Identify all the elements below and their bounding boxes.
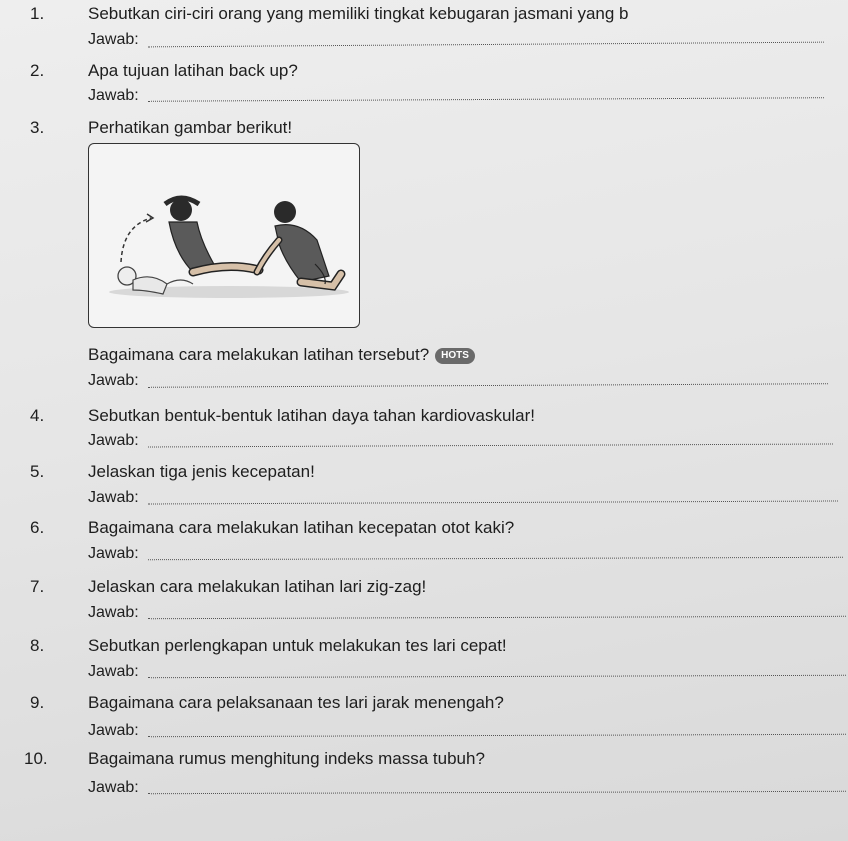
question-number: 1.: [30, 4, 45, 23]
question-text: Sebutkan perlengkapan untuk melakukan tes lari cepat!: [88, 636, 507, 655]
hots-badge: HOTS: [435, 348, 475, 364]
exercise-illustration: [88, 143, 360, 328]
question-text: Bagaimana rumus menghitung indeks massa tubuh?: [88, 749, 485, 768]
question-number: 2.: [30, 61, 45, 80]
answer-label: Jawab:: [88, 604, 139, 621]
question-number: 9.: [30, 693, 45, 712]
answer-label: Jawab:: [88, 545, 139, 562]
question-number: 6.: [30, 518, 45, 537]
question-text: Bagaimana cara pelaksanaan tes lari jarak menengah?: [88, 693, 504, 712]
question-subtext: [88, 345, 475, 365]
sit-up-partner-drawing: [89, 144, 360, 328]
question-text: Jelaskan cara melakukan latihan lari zig-zag!: [88, 577, 427, 596]
answer-label: Jawab:: [88, 779, 139, 796]
answer-label: Jawab:: [88, 432, 139, 449]
question-text: Bagaimana cara melakukan latihan kecepatan otot kaki?: [88, 518, 515, 537]
answer-line: [148, 444, 833, 448]
question-number: 10.: [24, 749, 48, 768]
answer-label: Jawab:: [88, 722, 139, 739]
answer-line: [148, 500, 838, 504]
answer-line: [148, 675, 846, 678]
answer-label: Jawab:: [88, 372, 139, 389]
answer-label: Jawab:: [88, 489, 139, 506]
answer-line: [148, 791, 846, 794]
answer-line: [148, 42, 824, 48]
question-number: 8.: [30, 636, 45, 655]
question-number: 7.: [30, 577, 45, 596]
question-number: 4.: [30, 406, 45, 425]
answer-line: [148, 383, 828, 388]
question-text: Apa tujuan latihan back up?: [88, 61, 298, 80]
answer-label: Jawab:: [88, 663, 139, 680]
answer-label: Jawab:: [88, 31, 139, 48]
question-number: 3.: [30, 118, 45, 137]
question-text: Jelaskan tiga jenis kecepatan!: [88, 462, 315, 481]
question-text: Perhatikan gambar berikut!: [88, 118, 293, 137]
answer-line: [148, 557, 843, 560]
question-text: Sebutkan ciri-ciri orang yang memiliki tingkat kebugaran jasmani yang b: [88, 4, 629, 23]
answer-line: [148, 734, 846, 737]
answer-line: [148, 97, 824, 102]
subquestion-text: Bagaimana cara melakukan latihan tersebut?: [88, 345, 430, 364]
question-number: 5.: [30, 462, 45, 481]
answer-label: Jawab:: [88, 87, 139, 104]
answer-line: [148, 616, 846, 619]
question-text: Sebutkan bentuk-bentuk latihan daya tahan kardiovaskular!: [88, 406, 536, 425]
